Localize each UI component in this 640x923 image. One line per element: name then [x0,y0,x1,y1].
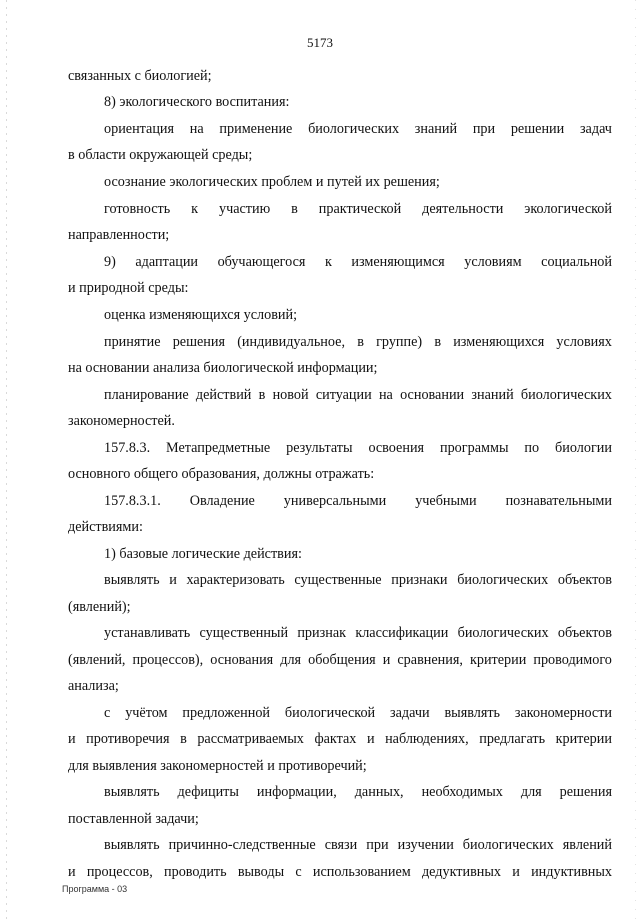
text-line: закономерностей. [68,413,175,429]
scan-edge-left [6,0,7,923]
word: дедуктивных [421,864,502,880]
word: выявлять [104,572,160,588]
word: новой [272,387,309,403]
word: знаний [471,387,514,403]
text-line [104,492,612,510]
word: биологических [457,572,549,588]
word: 9) [104,254,116,270]
word: критерии [469,652,527,668]
word: необходимых [421,784,503,800]
text-line [68,651,612,669]
word: и [512,864,520,880]
word: и [68,864,76,880]
word: объектов [557,572,612,588]
word: Метапредметные [166,440,271,456]
word: группе) [376,334,423,350]
footer-label: Программа - 03 [62,884,128,894]
word: в [357,334,364,350]
word: обобщения [308,652,376,668]
word: использованием [312,864,411,880]
text-line: анализа; [68,678,119,694]
word: критерии [555,731,612,747]
word: информации, [256,784,337,800]
word: (явлений, [68,652,126,668]
word: биологии [555,440,612,456]
word: выявлять [444,705,501,721]
word: учебными [415,493,477,509]
word: процессов), [132,652,204,668]
text-line [104,200,612,218]
word: выводы [237,864,285,880]
text-line: (явлений); [68,599,131,615]
word: для [280,652,302,668]
text-line: основного общего образования, должны отражать: [68,466,375,482]
word: условиям [464,254,522,270]
word: в [258,387,266,403]
word: наблюдениях, [385,731,469,747]
word: применение [219,121,293,137]
word: и [169,572,177,588]
word: связи [324,837,358,853]
text-line: оценка изменяющихся условий; [104,307,298,323]
word: программы [440,440,509,456]
word: фактах [314,731,357,747]
text-line [104,333,612,351]
word: в [180,731,187,747]
word: решении [510,121,565,137]
text-line [104,253,612,271]
word: учётом [125,705,168,721]
word: при [472,121,496,137]
word: освоения [368,440,425,456]
word: и [68,731,76,747]
word: данных, [354,784,404,800]
word: ситуации [315,387,372,403]
word: действий [195,387,252,403]
word: Овладение [189,493,255,509]
word: основании [400,387,465,403]
word: деятельности [422,201,504,217]
word: проводимого [533,652,612,668]
word: 157.8.3.1. [104,493,161,509]
word: экологической [524,201,612,217]
word: с [104,705,111,721]
word: принятие [104,334,161,350]
word: биологических [308,121,400,137]
text-line [68,863,612,881]
word: готовность [104,201,171,217]
word: явлений [562,837,612,853]
word: противоречия [86,731,170,747]
word: причинно-следственные [168,837,316,853]
word: на [378,387,393,403]
word: решения [172,334,226,350]
word: признаки [391,572,448,588]
page-number: 5173 [307,35,333,50]
text-line: на основании анализа биологической информации; [68,360,378,376]
word: с [295,864,302,880]
word: и [382,652,391,668]
word: процессов, [86,864,153,880]
word: на [189,121,204,137]
word: условиях [556,334,612,350]
word: планирование [104,387,189,403]
word: биологических [462,837,554,853]
word: дефициты [177,784,239,800]
word: и [366,731,375,747]
word: закономерности [514,705,612,721]
word: по [524,440,540,456]
word: биологических [520,387,612,403]
word: выявлять [104,837,160,853]
text-line: для выявления закономерностей и противоречий; [68,758,367,774]
word: проводить [164,864,227,880]
word: изменяющихся [453,334,545,350]
word: классификации [355,625,449,641]
text-line: в области окружающей среды; [68,147,253,163]
word: сравнения, [397,652,463,668]
word: характеризовать [186,572,285,588]
word: социальной [541,254,612,270]
word: ориентация [104,121,175,137]
text-line: поставленной задачи; [68,811,199,827]
word: задачи [390,705,430,721]
word: практической [318,201,402,217]
word: предлагать [479,731,546,747]
word: для [520,784,542,800]
text-line [104,120,612,138]
word: рассматриваемых [197,731,304,747]
text-line: и природной среды: [68,280,189,296]
word: основания [210,652,274,668]
word: признак [297,625,347,641]
word: предложенной [182,705,271,721]
text-line: действиями: [68,519,143,535]
text-line [104,704,612,722]
word: результаты [286,440,353,456]
text-line: связанных с биологией; [68,68,212,84]
text-line: направленности; [68,227,170,243]
word: задач [579,121,612,137]
text-line [104,783,612,801]
word: к [191,201,199,217]
word: участию [218,201,271,217]
text-line [104,439,612,457]
scan-edge-right [635,0,636,923]
text-line [68,730,612,748]
text-line [104,836,612,854]
text-line: 8) экологического воспитания: [104,94,290,110]
word: существенные [294,572,382,588]
word: выявлять [104,784,160,800]
word: изменяющимся [351,254,445,270]
text-line [104,624,612,642]
word: 157.8.3. [104,440,151,456]
word: к [324,254,332,270]
word: существенный [199,625,289,641]
word: адаптации [135,254,199,270]
word: решения [559,784,612,800]
text-line [104,571,612,589]
word: биологической [284,705,376,721]
word: в [291,201,298,217]
word: (индивидуальное, [237,334,346,350]
word: обучающегося [217,254,306,270]
word: знаний [414,121,458,137]
word: биологических [457,625,549,641]
word: при [366,837,389,853]
word: в [434,334,442,350]
word: устанавливать [104,625,191,641]
text-line: осознание экологических проблем и путей их решения; [104,174,440,190]
word: изучении [397,837,454,853]
word: познавательными [505,493,612,509]
text-line: 1) базовые логические действия: [104,546,302,562]
word: универсальными [283,493,387,509]
text-line [104,386,612,404]
word: объектов [557,625,612,641]
word: индуктивных [531,864,612,880]
